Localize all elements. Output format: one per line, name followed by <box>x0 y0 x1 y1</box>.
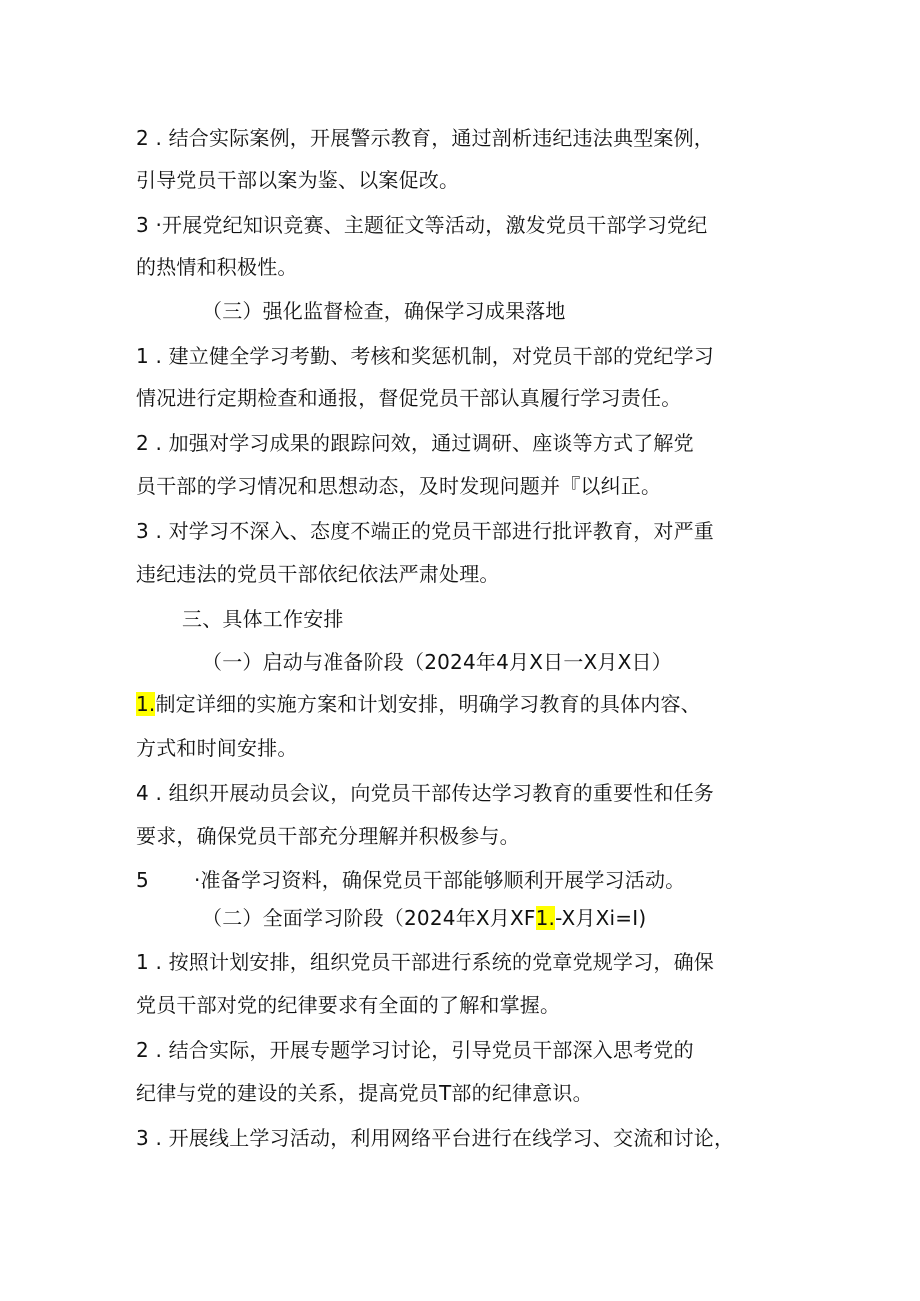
paragraph-line: 员干部的学习情况和思想动态，及时发现问题并『以纠正。 <box>136 474 662 498</box>
paragraph-line: 2 . 结合实际案例，开展警示教育，通过剖析违纪违法典型案例， <box>136 126 714 150</box>
paragraph-line: 3 . 对学习不深入、态度不端正的党员干部进行批评教育，对严重 <box>136 519 714 543</box>
phase-heading-text: （二）全面学习阶段（2024年X月XF <box>202 906 536 930</box>
paragraph-line: 1 . 建立健全学习考勤、考核和奖惩机制，对党员干部的党纪学习 <box>136 344 714 368</box>
paragraph-line: 2 . 结合实际，开展专题学习讨论，引导党员干部深入思考党的 <box>136 1038 694 1062</box>
paragraph-line: 党员干部对党的纪律要求有全面的了解和掌握。 <box>136 993 561 1017</box>
phase-heading: （一）启动与准备阶段（2024年4月X日一X月X日） <box>202 650 672 674</box>
item-number: 5 <box>136 868 149 892</box>
paragraph-line: 情况进行定期检查和通报，督促党员干部认真履行学习责任。 <box>136 386 682 410</box>
phase-heading <box>202 904 646 932</box>
paragraph-line <box>136 690 701 718</box>
paragraph-line: 3 . 开展线上学习活动，利用网络平台进行在线学习、交流和讨论， <box>136 1126 735 1150</box>
paragraph-line: 要求，确保党员干部充分理解并积极参与。 <box>136 824 520 848</box>
paragraph-text: 制定详细的实施方案和计划安排，明确学习教育的具体内容、 <box>155 692 701 716</box>
paragraph-line: 方式和时间安排。 <box>136 736 298 760</box>
paragraph-line: 4 . 组织开展动员会议，向党员干部传达学习教育的重要性和任务 <box>136 781 714 805</box>
section-heading: （三）强化监督检查，确保学习成果落地 <box>202 299 566 323</box>
paragraph-line: 违纪违法的党员干部依纪依法严肃处理。 <box>136 562 500 586</box>
paragraph-line: 的热情和积极性。 <box>136 255 298 279</box>
paragraph-line: 2 . 加强对学习成果的跟踪问效，通过调研、座谈等方式了解党 <box>136 431 694 455</box>
paragraph-text: ·准备学习资料，确保党员干部能够顺利开展学习活动。 <box>194 868 686 892</box>
phase-heading-text: -X月Xi=I) <box>555 906 647 930</box>
chapter-heading: 三、具体工作安排 <box>182 607 344 631</box>
paragraph-line <box>136 866 685 894</box>
paragraph-line: 3 ·开展党纪知识竞赛、主题征文等活动，激发党员干部学习党纪 <box>136 213 708 237</box>
highlighted-number: 1. <box>535 906 556 930</box>
paragraph-line: 纪律与党的建设的关系，提高党员T部的纪律意识。 <box>136 1081 593 1105</box>
paragraph-line: 1 . 按照计划安排，组织党员干部进行系统的党章党规学习，确保 <box>136 950 714 974</box>
paragraph-line: 引导党员干部以案为鉴、以案促改。 <box>136 168 460 192</box>
highlighted-number: 1. <box>136 692 156 716</box>
